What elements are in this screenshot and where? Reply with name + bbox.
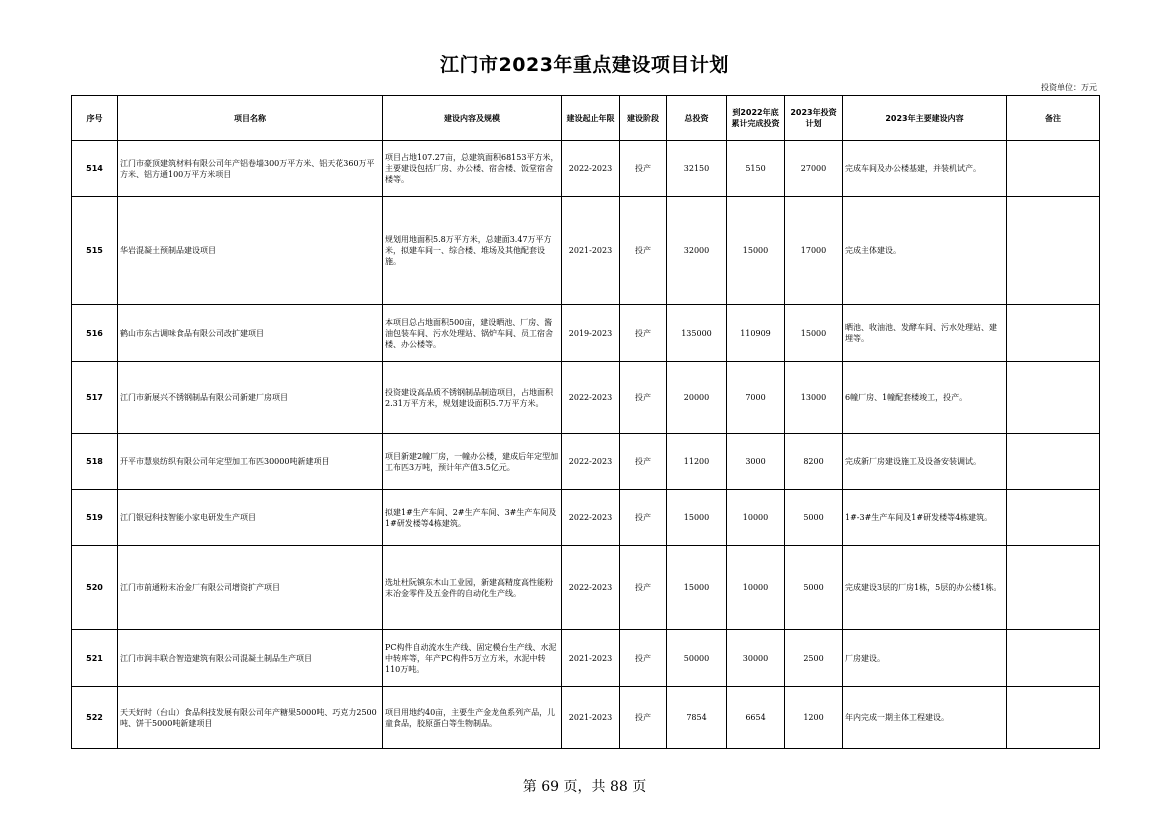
cell-content: 项目新建2幢厂房，一幢办公楼，建成后年定型加工布匹3万吨，预计年产值3.5亿元。 [383, 434, 562, 490]
cell-main: 年内完成一期主体工程建设。 [843, 687, 1007, 749]
cell-main: 晒池、收油池、发酵车间、污水处理站、建埋等。 [843, 305, 1007, 362]
table-row [72, 546, 1100, 630]
cell-total: 15000 [667, 490, 727, 546]
cell-note [1007, 305, 1100, 362]
cell-name: 华岩混凝土预制品建设项目 [118, 197, 383, 305]
table-row [72, 362, 1100, 434]
cell-seq: 515 [72, 197, 118, 305]
cell-done: 7000 [727, 362, 785, 434]
table-row [72, 434, 1100, 490]
cell-period: 2019-2023 [562, 305, 620, 362]
cell-name: 江门市豪顶建筑材料有限公司年产铝卷墙300万平方米、铝天花360万平方米、铝方通100万平方米项目 [118, 141, 383, 197]
header-plan: 2023年投资计划 [785, 96, 843, 141]
cell-main: 1#-3#生产车间及1#研发楼等4栋建筑。 [843, 490, 1007, 546]
cell-note [1007, 434, 1100, 490]
cell-note [1007, 630, 1100, 687]
cell-period: 2022-2023 [562, 362, 620, 434]
cell-period: 2022-2023 [562, 490, 620, 546]
header-seq: 序号 [72, 96, 118, 141]
cell-stage: 投产 [620, 687, 667, 749]
cell-seq: 517 [72, 362, 118, 434]
header-main: 2023年主要建设内容 [843, 96, 1007, 141]
cell-note [1007, 687, 1100, 749]
cell-name: 江门市前通粉末冶金厂有限公司增资扩产项目 [118, 546, 383, 630]
header-content: 建设内容及规模 [383, 96, 562, 141]
cell-stage: 投产 [620, 490, 667, 546]
cell-total: 15000 [667, 546, 727, 630]
cell-content: 项目占地107.27亩，总建筑面积68153平方米，主要建设包括厂房、办公楼、宿舍楼、饭堂宿舍楼等。 [383, 141, 562, 197]
cell-content: PC构件自动流水生产线、固定模台生产线、水泥中转库等，年产PC构件5万立方米，水泥中转110万吨。 [383, 630, 562, 687]
cell-content: 选址杜阮镇东木山工业园，新建高精度高性能粉末冶金零件及五金件的自动化生产线。 [383, 546, 562, 630]
cell-seq: 520 [72, 546, 118, 630]
cell-name: 天天好时（台山）食品科技发展有限公司年产糖果5000吨、巧克力2500吨、饼干5000吨新建项目 [118, 687, 383, 749]
cell-plan: 5000 [785, 490, 843, 546]
cell-period: 2022-2023 [562, 546, 620, 630]
cell-plan: 13000 [785, 362, 843, 434]
cell-done: 110909 [727, 305, 785, 362]
table-header-row [72, 96, 1100, 141]
cell-period: 2021-2023 [562, 630, 620, 687]
cell-main: 厂房建设。 [843, 630, 1007, 687]
cell-done: 10000 [727, 490, 785, 546]
header-total: 总投资 [667, 96, 727, 141]
cell-name: 鹤山市东古调味食品有限公司改扩建项目 [118, 305, 383, 362]
table-row [72, 630, 1100, 687]
cell-name: 江门市新展兴不锈钢制品有限公司新建厂房项目 [118, 362, 383, 434]
header-stage: 建设阶段 [620, 96, 667, 141]
cell-content: 本项目总占地面积500亩，建设晒池、厂房、酱油包装车间、污水处理站、锅炉车间、员工宿舍楼、办公楼等。 [383, 305, 562, 362]
cell-period: 2022-2023 [562, 141, 620, 197]
cell-main: 完成车间及办公楼基建，并装机试产。 [843, 141, 1007, 197]
cell-seq: 521 [72, 630, 118, 687]
cell-done: 6654 [727, 687, 785, 749]
cell-note [1007, 490, 1100, 546]
cell-plan: 1200 [785, 687, 843, 749]
cell-done: 30000 [727, 630, 785, 687]
cell-stage: 投产 [620, 630, 667, 687]
cell-plan: 5000 [785, 546, 843, 630]
header-note: 备注 [1007, 96, 1100, 141]
cell-seq: 519 [72, 490, 118, 546]
cell-name: 开平市慧泉纺织有限公司年定型加工布匹30000吨新建项目 [118, 434, 383, 490]
cell-plan: 27000 [785, 141, 843, 197]
cell-main: 完成主体建设。 [843, 197, 1007, 305]
cell-main: 完成建设3层的厂房1栋，5层的办公楼1栋。 [843, 546, 1007, 630]
cell-plan: 2500 [785, 630, 843, 687]
cell-stage: 投产 [620, 362, 667, 434]
cell-note [1007, 546, 1100, 630]
cell-done: 3000 [727, 434, 785, 490]
table-row [72, 687, 1100, 749]
cell-plan: 15000 [785, 305, 843, 362]
cell-done: 10000 [727, 546, 785, 630]
cell-stage: 投产 [620, 197, 667, 305]
table-row [72, 490, 1100, 546]
cell-plan: 17000 [785, 197, 843, 305]
cell-stage: 投产 [620, 141, 667, 197]
cell-content: 投资建设高品质不锈钢制品制造项目，占地面积2.31万平方米，规划建设面积5.7万平方米。 [383, 362, 562, 434]
cell-name: 江门市润丰联合智造建筑有限公司混凝土制品生产项目 [118, 630, 383, 687]
cell-seq: 518 [72, 434, 118, 490]
cell-total: 50000 [667, 630, 727, 687]
cell-note [1007, 362, 1100, 434]
cell-content: 拟建1#生产车间、2#生产车间、3#生产车间及1#研发楼等4栋建筑。 [383, 490, 562, 546]
cell-content: 项目用地约40亩，主要生产金龙鱼系列产品，儿童食品，胶原蛋白等生物制品。 [383, 687, 562, 749]
table-row [72, 305, 1100, 362]
cell-period: 2022-2023 [562, 434, 620, 490]
cell-main: 6幢厂房、1幢配套楼竣工，投产。 [843, 362, 1007, 434]
header-done: 到2022年底累计完成投资 [727, 96, 785, 141]
header-name: 项目名称 [118, 96, 383, 141]
cell-seq: 516 [72, 305, 118, 362]
cell-stage: 投产 [620, 305, 667, 362]
cell-period: 2021-2023 [562, 687, 620, 749]
table-row [72, 141, 1100, 197]
cell-seq: 514 [72, 141, 118, 197]
cell-total: 32150 [667, 141, 727, 197]
cell-note [1007, 197, 1100, 305]
cell-note [1007, 141, 1100, 197]
unit-label: 投资单位：万元 [1041, 83, 1097, 92]
cell-stage: 投产 [620, 546, 667, 630]
cell-done: 15000 [727, 197, 785, 305]
page-footer: 第 69 页，共 88 页 [522, 779, 647, 795]
cell-total: 32000 [667, 197, 727, 305]
table-row [72, 197, 1100, 305]
cell-plan: 8200 [785, 434, 843, 490]
cell-total: 20000 [667, 362, 727, 434]
cell-seq: 522 [72, 687, 118, 749]
cell-done: 5150 [727, 141, 785, 197]
cell-main: 完成新厂房建设施工及设备安装调试。 [843, 434, 1007, 490]
cell-stage: 投产 [620, 434, 667, 490]
cell-total: 11200 [667, 434, 727, 490]
header-period: 建设起止年限 [562, 96, 620, 141]
cell-total: 135000 [667, 305, 727, 362]
cell-total: 7854 [667, 687, 727, 749]
cell-period: 2021-2023 [562, 197, 620, 305]
cell-content: 规划用地面积5.8万平方米，总建面3.47万平方米，拟建车间一、综合楼、堆场及其他配套设施。 [383, 197, 562, 305]
cell-name: 江门银冠科技智能小家电研发生产项目 [118, 490, 383, 546]
project-table [71, 95, 1100, 749]
page-title: 江门市2023年重点建设项目计划 [440, 54, 729, 76]
